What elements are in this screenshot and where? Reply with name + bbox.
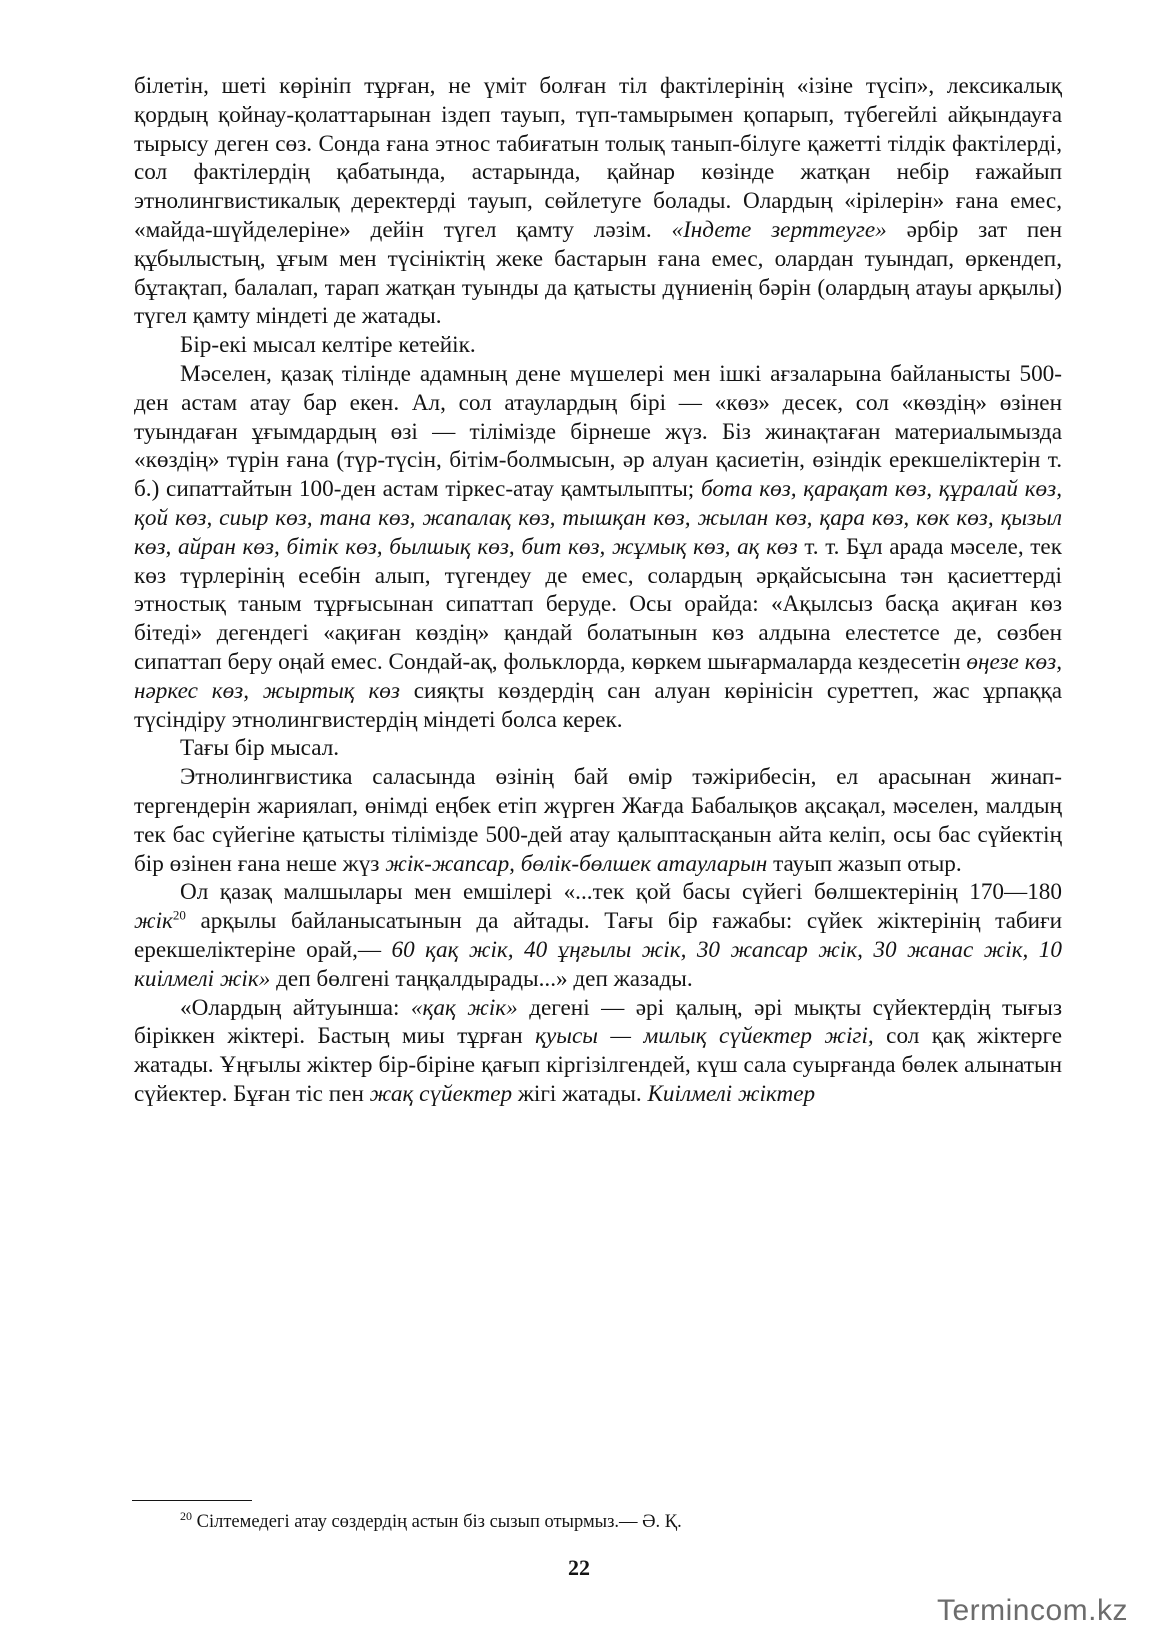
paragraph — [134, 734, 1062, 763]
paragraph — [134, 331, 1062, 360]
text-run: Мəселен, қазақ тілінде адамның дене мүшелері мен ішкі ағзаларына байланысты 500-ден астам атау бар екен. Ал, сол атаулардың бірі — «көз» десек, сол «көздің» өзінен туындаған ұғымдардың өзі — тілімізде бірнеше жүз. Біз жинақтаған материалымызда «көздің» түрін ғана (түр-түсін, бітім-болмысын, əр алуан қасиетін, өзіндік ерекшеліктерін т. б.) сипаттайтын 100-ден астам тіркес-атау қамтылыпты; — [134, 360, 1062, 503]
site-watermark: Termincom.kz — [936, 1594, 1128, 1627]
footnote — [180, 1509, 1040, 1535]
italic-run: өңезе көз, нəркес көз, жыртық көз — [134, 648, 1062, 704]
text-run: Тағы бір мысал. — [180, 735, 340, 762]
text-run: Ол қазақ малшылары мен емшілері «...тек қой басы сүйегі бөлшектерінің 170—180 — [180, 879, 1062, 906]
paragraph — [134, 994, 1062, 1109]
paragraph — [134, 878, 1062, 993]
footnote-ref: 20 — [172, 907, 186, 923]
italic-run: жік-жапсар, бөлік-бөлшек атауларын — [385, 850, 768, 877]
footnote-text: Сілтемедегі атау сөздердің астын біз сызып отырмыз.— Ə. Қ. — [192, 1512, 682, 1532]
text-run: əрбір зат пен құбылыстың, ұғым мен түсініктің жеке бастарын ғана емес, олардан туындап, өркендеп, бұтақтап, балалап, тарап жатқан туынды да қатысты дүниенің бəрін (олардың атауы арқылы) түгел қамту міндеті де жатады. — [134, 216, 1062, 330]
text-run: жігі жатады. — [512, 1080, 648, 1107]
page-number: 22 — [568, 1555, 590, 1580]
italic-run: жақ сүйектер — [369, 1080, 513, 1107]
footnote-number: 20 — [180, 1508, 192, 1523]
italic-run: «қақ жік» — [410, 994, 518, 1021]
italic-run: бота көз, қарақат көз, құралай көз, қой көз, сиыр көз, тана көз, жапалақ көз, тышқан көз, жылан көз, қара көз, көк көз, қызыл көз, айран көз, бітік көз, былшық көз, бит көз, жұмық көз, ақ көз — [134, 476, 1062, 560]
text-run: тауып жазып отыр. — [767, 850, 962, 877]
text-run: Бір-екі мысал келтіре кетейік. — [180, 332, 476, 359]
paragraph — [134, 360, 1062, 734]
text-run: сияқты көздердің сан алуан көрінісін суреттеп, жас ұрпаққа түсіндіру этнолингвистердің міндеті болса керек. — [134, 677, 1062, 733]
text-run: білетін, шеті көрініп тұрған, не үміт болған тіл фактілерінің «ізіне түсіп», лексикалық қордың қойнау-қолаттарынан іздеп тауып, түп-тамырымен қопарып, түбегейлі айқындауға тырысу деген сөз. Сонда ғана этнос табиғатын толық танып-білуге қажетті тілдік фактілерді, сол фактілердің қабатында, астарында, қайнар көзінде жатқан небір ғажайып этнолингвистикалық деректерді тауып, сөйлетуге болады. Олардың «ірілерін» ғана емес, «майда-шүйделеріне» дейін түгел қамту лəзім. — [134, 73, 1062, 243]
text-run: сол қақ жіктерге жатады. Ұңғылы жіктер бір-біріне қағып кіргізілгендей, күш сала суырғанда бөлек алынатын сүйектер. Бұған тіс пен — [134, 1023, 1063, 1107]
text-run: арқылы байланысатынын да айтады. Тағы бір ғажабы: сүйек жіктерінің табиғи ерекшеліктеріне орай,— — [134, 908, 1062, 963]
italic-run: жік — [134, 908, 173, 935]
text-run: деп бөлгені таңқалдырады...» деп жазады. — [270, 965, 693, 992]
italic-run: қуысы — милық сүйектер жігі, — [535, 1023, 874, 1050]
footnote-divider — [132, 1500, 252, 1501]
text-run: Этнолингвистика саласында өзінің бай өмір тəжірибесін, ел арасынан жинап-тергендерін жариялап, өнімді еңбек етіп жүрген Жағда Бабалықов ақсақал, мəселен, малдың тек бас сүйегіне қатысты тілімізде 500-дей атау қалыптасқанын айта келіп, осы бас сүйектің бір өзінен ғана неше жүз — [134, 764, 1062, 877]
text-run: т. т. Бұл арада мəселе, тек көз түрлерінің есебін алып, түгендеу де емес, солардың əрқайсысына тəн қасиеттерді этностық таным тұрғысынан сипаттап беруде. Осы орайда: «Ақылсыз басқа ақиған көз бітеді» дегендегі «ақиған көздің» қандай болатынын көз алдына елестетсе де, сөзбен сипаттап беру оңай емес. Сондай-ақ, фольклорда, көркем шығармаларда кездесетін — [134, 533, 1062, 675]
italic-run: 60 қақ жік, 40 ұңғылы жік, 30 жапсар жік, 30 жанас жік, 10 киілмелі жік» — [134, 936, 1062, 992]
paragraph — [134, 72, 1062, 331]
italic-run: «Індете зерттеуге» — [671, 216, 887, 243]
text-run: дегені — əрі қалың, əрі мықты сүйектердің тығыз біріккен жіктері. Бастың миы тұрған — [134, 994, 1062, 1050]
body-text — [134, 72, 1062, 1109]
text-run: «Олардың айтуынша: — [180, 994, 411, 1021]
italic-run: Киілмелі жіктер — [647, 1080, 816, 1107]
paragraph — [134, 763, 1062, 878]
